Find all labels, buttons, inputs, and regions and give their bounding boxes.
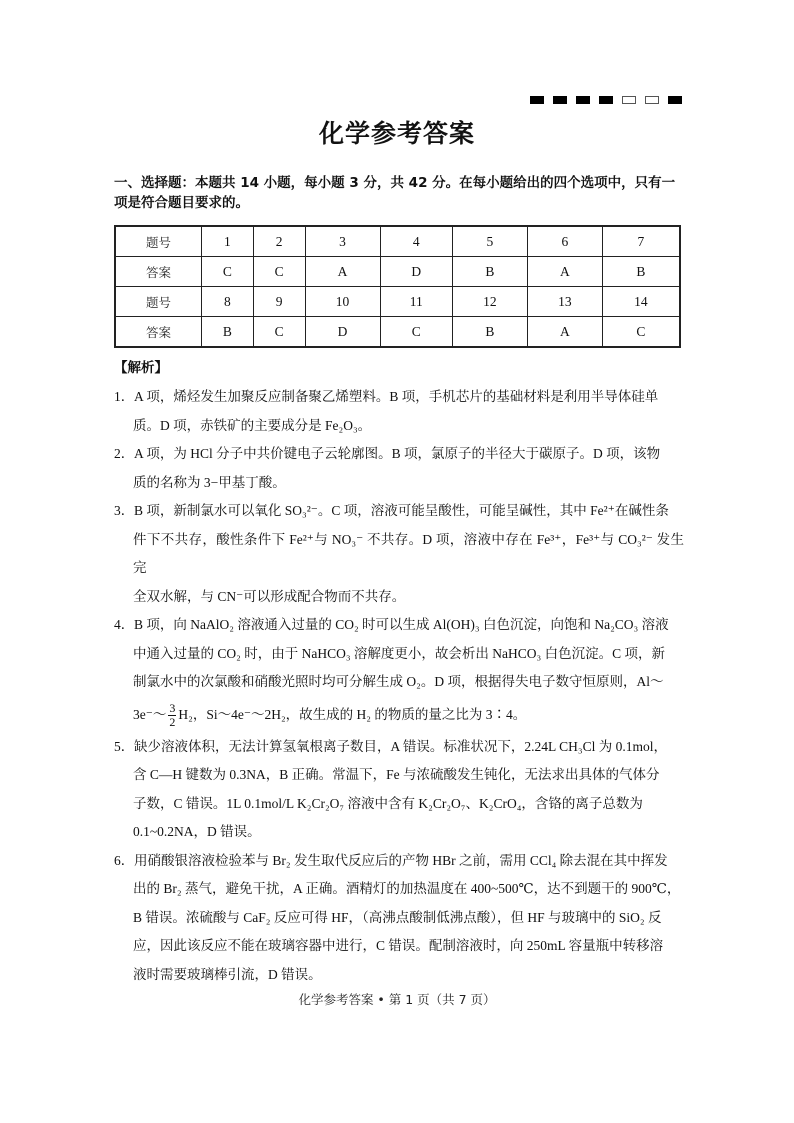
table-cell: 3 bbox=[305, 226, 380, 257]
item-number: 4． bbox=[114, 617, 135, 632]
table-cell: C bbox=[253, 257, 305, 287]
alignment-mark bbox=[622, 96, 636, 104]
row-label: 答案 bbox=[115, 257, 202, 287]
table-row bbox=[115, 287, 680, 317]
item-text: 出的 Br₂ 蒸气，避免干扰，A 正确。酒精灯的加热温度在 400~500℃，达不到题干的 900℃， bbox=[133, 881, 681, 896]
table-cell: 2 bbox=[253, 226, 305, 257]
analysis-item-3 bbox=[114, 497, 684, 611]
table-cell: C bbox=[380, 317, 452, 348]
table-row bbox=[115, 317, 680, 348]
item-text: 全双水解，与 CN⁻可以形成配合物而不共存。 bbox=[133, 588, 406, 604]
table-cell: 5 bbox=[452, 226, 527, 257]
table-cell: 4 bbox=[380, 226, 452, 257]
table-cell: C bbox=[253, 317, 305, 348]
item-text: B 错误。浓硫酸与 CaF₂ 反应可得 HF，（高沸点酸制低沸点酸），但 HF 与玻璃中的 SiO₂ 反 bbox=[133, 909, 662, 925]
fraction-denominator: 2 bbox=[169, 714, 176, 729]
fraction-numerator: 3 bbox=[169, 700, 176, 715]
item-text: 含 C—H 键数为 0.3NA，B 正确。常温下，Fe 与浓硫酸发生钝化，无法求出具体的气体分 bbox=[133, 767, 660, 782]
table-cell: A bbox=[527, 257, 602, 287]
alignment-marks bbox=[530, 96, 682, 104]
item-text: A 项，为 HCl 分子中共价键电子云轮廓图。B 项，氯原子的半径大于碳原子。D 项，该物 bbox=[134, 446, 661, 461]
answer-table bbox=[114, 225, 681, 348]
table-cell: B bbox=[202, 317, 254, 348]
table-cell: C bbox=[602, 317, 680, 348]
item-text: B 项，新制氯水可以氧化 SO₃²⁻。C 项，溶液可能呈酸性，可能呈碱性，其中 Fe²⁺在碱性条 bbox=[134, 503, 669, 518]
row-label: 题号 bbox=[115, 287, 202, 317]
table-cell: D bbox=[380, 257, 452, 287]
item-number: 1． bbox=[114, 389, 135, 404]
table-cell: A bbox=[305, 257, 380, 287]
item-number: 3． bbox=[114, 503, 135, 518]
item-text: 质。D 项，赤铁矿的主要成分是 Fe₂O₃。 bbox=[133, 417, 372, 433]
item-text: H₂，Si～4e⁻～2H₂，故生成的 H₂ 的物质的量之比为 3∶4。 bbox=[178, 706, 527, 722]
page-footer: 化学参考答案 • 第 1 页（共 7 页） bbox=[298, 992, 496, 1007]
alignment-mark bbox=[668, 96, 682, 104]
table-cell: B bbox=[452, 317, 527, 348]
table-cell: 7 bbox=[602, 226, 680, 257]
item-text: 应，因此该反应不能在玻璃容器中进行，C 错误。配制溶液时，向 250mL 容量瓶中转移溶 bbox=[133, 938, 664, 953]
table-cell: 1 bbox=[202, 226, 254, 257]
item-text: A 项，烯烃发生加聚反应制备聚乙烯塑料。B 项，手机芯片的基础材料是利用半导体硅单 bbox=[134, 389, 659, 404]
table-cell: 12 bbox=[452, 287, 527, 317]
table-cell: 10 bbox=[305, 287, 380, 317]
table-cell: 8 bbox=[202, 287, 254, 317]
item-number: 6． bbox=[114, 852, 135, 868]
table-cell: 9 bbox=[253, 287, 305, 317]
row-label: 题号 bbox=[115, 226, 202, 257]
item-number: 5． bbox=[114, 738, 135, 754]
analysis-list bbox=[114, 383, 684, 989]
table-cell: B bbox=[602, 257, 680, 287]
fraction bbox=[168, 702, 176, 729]
table-cell: A bbox=[527, 317, 602, 348]
table-cell: 14 bbox=[602, 287, 680, 317]
item-text: 中通入过量的 CO₂ 时，由于 NaHCO₃ 溶解度更小，故会析出 NaHCO₃ 白色沉淀。C 项，新 bbox=[133, 645, 665, 661]
table-cell: 6 bbox=[527, 226, 602, 257]
analysis-item-6 bbox=[114, 847, 684, 990]
table-row bbox=[115, 257, 680, 287]
row-label: 答案 bbox=[115, 317, 202, 348]
table-cell: D bbox=[305, 317, 380, 348]
table-cell: C bbox=[202, 257, 254, 287]
alignment-mark bbox=[576, 96, 590, 104]
analysis-item-2 bbox=[114, 440, 684, 497]
item-text: 用硝酸银溶液检验苯与 Br₂ 发生取代反应后的产物 HBr 之前，需用 CCl₄ 除去混在其中挥发 bbox=[134, 852, 668, 868]
table-cell: B bbox=[452, 257, 527, 287]
item-text: 件下不共存，酸性条件下 Fe²⁺与 NO₃⁻ 不共存。D 项，溶液中存在 Fe³⁺，Fe³⁺与 CO₃²⁻ 发生完 bbox=[133, 531, 684, 575]
item-text: 制氯水中的次氯酸和硝酸光照时均可分解生成 O₂。D 项，根据得失电子数守恒原则，Al～ bbox=[133, 674, 664, 689]
alignment-mark bbox=[553, 96, 567, 104]
item-text: 子数，C 错误。1L 0.1mol/L K₂Cr₂O₇ 溶液中含有 K₂Cr₂O₇、K₂CrO₄，含铬的离子总数为 bbox=[133, 795, 643, 811]
table-cell: 11 bbox=[380, 287, 452, 317]
page-title: 化学参考答案 bbox=[318, 119, 475, 148]
item-text: 液时需要玻璃棒引流，D 错误。 bbox=[133, 966, 322, 982]
analysis-item-1 bbox=[114, 383, 684, 440]
analysis-heading: 【解析】 bbox=[114, 360, 168, 376]
alignment-mark bbox=[530, 96, 544, 104]
item-text: B 项，向 NaAlO₂ 溶液通入过量的 CO₂ 时可以生成 Al(OH)₃ 白色沉淀，向饱和 Na₂CO₃ 溶液 bbox=[134, 617, 669, 632]
item-text: 缺少溶液体积，无法计算氢氧根离子数目，A 错误。标准状况下，2.24L CH₃Cl 为 0.1mol， bbox=[134, 738, 667, 754]
alignment-mark bbox=[645, 96, 659, 104]
item-text: 0.1~0.2NA，D 错误。 bbox=[133, 824, 261, 839]
table-cell: 13 bbox=[527, 287, 602, 317]
alignment-mark bbox=[599, 96, 613, 104]
analysis-item-5 bbox=[114, 733, 684, 847]
analysis-item-4 bbox=[114, 611, 684, 733]
section-intro: 一、选择题：本题共 14 小题，每小题 3 分，共 42 分。在每小题给出的四个选项中，只有一项是符合题目要求的。 bbox=[114, 175, 676, 211]
item-number: 2． bbox=[114, 446, 135, 461]
item-text: 3e⁻～ bbox=[133, 706, 167, 722]
table-row bbox=[115, 226, 680, 257]
item-text: 质的名称为 3−甲基丁酸。 bbox=[133, 474, 286, 490]
